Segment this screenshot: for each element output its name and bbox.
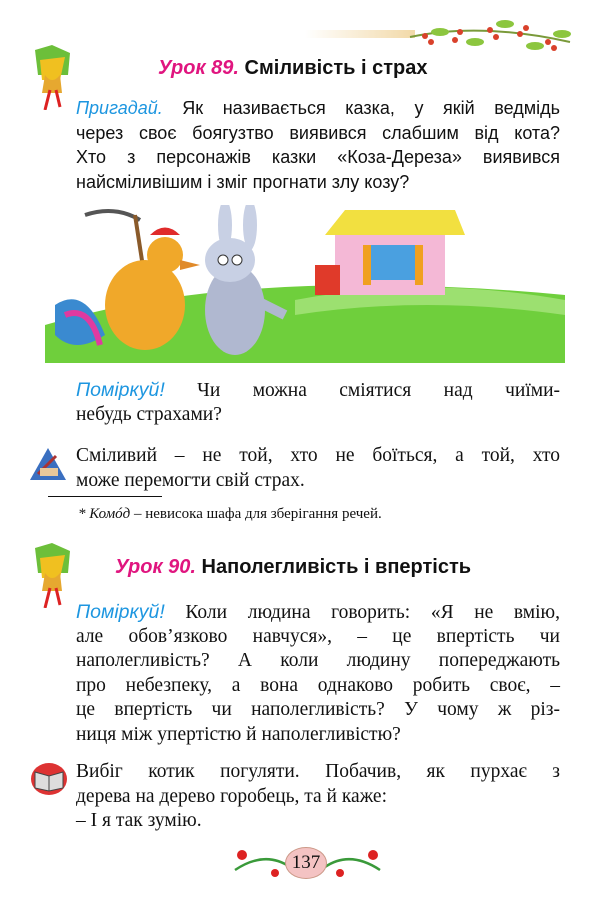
text-line: це впертість чи наполегливість? У чому ж різ-: [76, 699, 560, 720]
think-label: Поміркуй!: [76, 379, 165, 401]
bell-bouquet-icon: [30, 45, 75, 110]
text-line: Вибіг котик погуляти. Побачив, як пурхає з: [76, 761, 560, 782]
maxim-block: [76, 444, 560, 493]
think-label: Поміркуй!: [76, 601, 165, 623]
lesson-90-heading: [115, 556, 471, 579]
footnote-term: * Комóд: [78, 506, 131, 522]
text-line: але обов’язково навчуся», – це впертість чи: [76, 625, 560, 647]
text-line: Сміливий – не той, хто не боїться, а той, хто: [76, 445, 560, 466]
rowan-branch-decoration: [300, 12, 575, 57]
text-line: через своє боягузтво виявився слабшим від кота?: [76, 122, 560, 143]
footnote-divider: [48, 496, 162, 497]
lesson-89-heading: [158, 57, 427, 80]
lesson-title: Наполегливість і впертість: [201, 556, 472, 578]
footnote-text: – невисока шафа для зберігання речей.: [130, 506, 382, 522]
text-line: Як називається казка, у якій ведмідь: [182, 98, 560, 118]
text-line: може перемогти свій страх.: [76, 469, 305, 491]
fairy-tale-illustration: [45, 205, 565, 363]
bell-bouquet-icon: [30, 543, 75, 608]
remember-block: [76, 96, 560, 194]
text-line: ниця між упертістю й наполегливістю?: [76, 723, 401, 745]
lesson-number: Урок 89.: [158, 57, 239, 79]
lesson-number: Урок 90.: [115, 556, 196, 578]
think-block-89: [76, 378, 560, 427]
text-line: Коли людина говорить: «Я не вмію,: [185, 602, 561, 623]
remember-label: Пригадай.: [76, 98, 163, 118]
text-line: дерева на дерево горобець, та й каже:: [76, 785, 387, 807]
text-line: Чи можна сміятися над чиїми-: [197, 380, 561, 401]
text-line: наполегливість? А коли людину попереджають: [76, 650, 560, 671]
open-book-icon: [30, 762, 68, 796]
text-line: небудь страхами?: [76, 403, 222, 425]
story-block: [76, 760, 560, 834]
think-block-90: [76, 600, 560, 747]
footnote: [78, 506, 382, 523]
text-line: про небезпеку, а вона однаково робить своє, –: [76, 674, 560, 696]
text-line: найсміливішим і зміг прогнати злу козу?: [76, 171, 410, 192]
text-line: – І я так зумію.: [76, 810, 202, 831]
writing-hand-icon: [30, 448, 66, 480]
lesson-title: Сміливість і страх: [244, 57, 428, 79]
page-number: 137: [285, 847, 327, 879]
text-line: Хто з персонажів казки «Коза-Дереза» виявився: [76, 147, 560, 167]
